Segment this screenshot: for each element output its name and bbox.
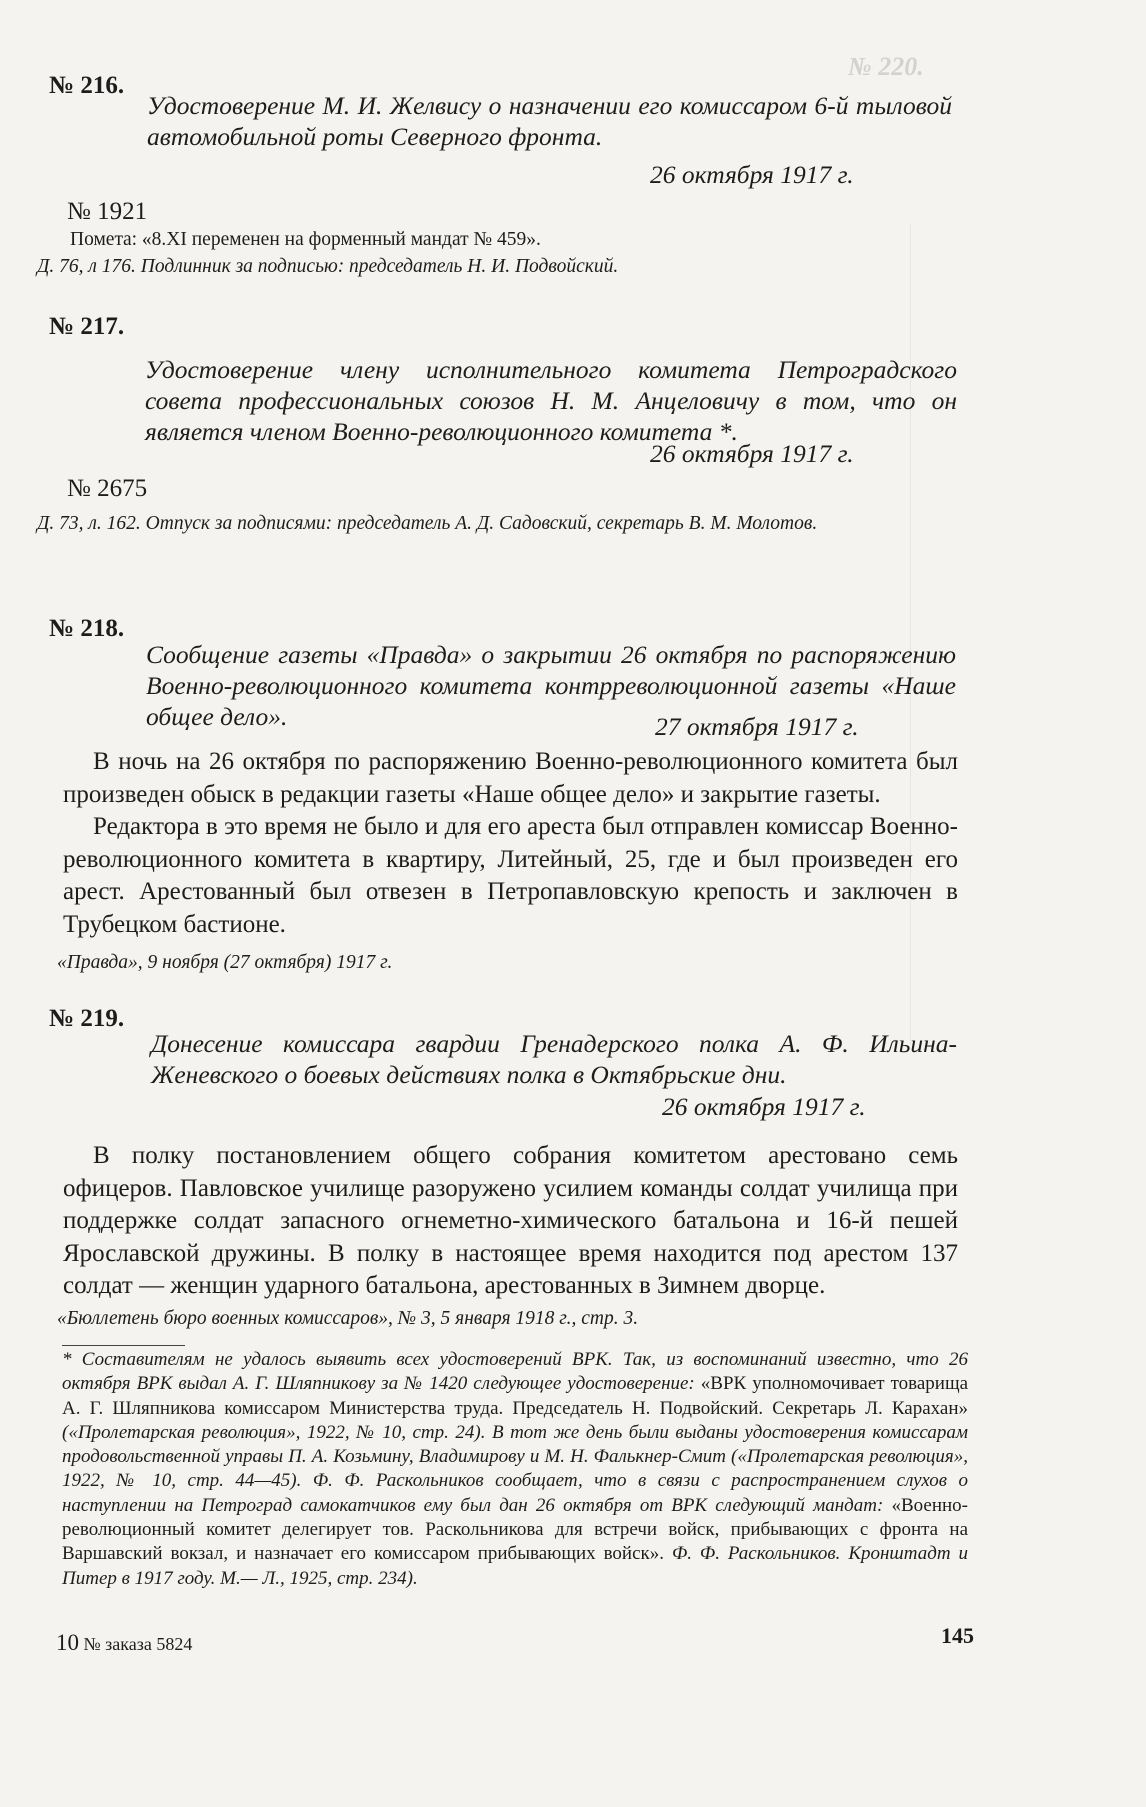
footnote-text: Ф. Ф. Раскольников. Кронштадт и Питер в 1917 году. М.— Л., 1925, стр. 234). xyxy=(62,1543,968,1589)
doc-paragraph: В ночь на 26 октября по распоряжению Военно-революционного комитета был произведен обыск в редакции газеты «Наше общее дело» и закрытие газеты. xyxy=(63,748,958,808)
footnote xyxy=(62,1348,968,1591)
doc-date-218: 27 октября 1917 г. xyxy=(655,712,859,741)
doc-source-216: Д. 76, л 176. Подлинник за подписью: председатель Н. И. Подвойский. xyxy=(37,256,619,277)
doc-title-218: Сообщение газеты «Правда» о закрытии 26 октября по распоряжению Военно-революционного комитета контрреволюционной газеты «Наше общее дело». xyxy=(146,640,956,731)
print-signature xyxy=(56,1630,192,1656)
doc-date-217: 26 октября 1917 г. xyxy=(650,439,854,468)
doc-paragraph: Редактора в это время не было и для его ареста был отправлен комиссар Военно-революционного комитета в квартиру, Литейный, 25, где и был произведен его арест. Арестованный был отвезен в Петропавловскую крепость и заключен в Трубецком бастионе. xyxy=(63,813,958,938)
doc-title-216: Удостоверение М. И. Желвису о назначении его комиссаром 6-й тыловой автомобильной роты Северного фронта. xyxy=(147,91,952,151)
doc-paragraph: В полку постановлением общего собрания комитетом арестовано семь офицеров. Павловское училище разоружено усилием команды солдат училища при поддержке солдат запасного огнеметно-химического батальона и 16-й пешей Ярославской дружины. В полку в настоящее время находится под арестом 137 солдат — женщин ударного батальона, арестованных в Зимнем дворце. xyxy=(63,1142,958,1299)
doc-number-216: № 216. xyxy=(49,72,125,99)
doc-number-219: № 219. xyxy=(49,1005,125,1032)
doc-source-219: «Бюллетень бюро военных комиссаров», № 3, 5 января 1918 г., стр. 3. xyxy=(57,1308,639,1329)
footnote-text: («Пролетарская революция», 1922, № 10, стр. 24). В тот же день были выданы удостоверения комиссарам продовольственной управы П. А. Козьмину, Владимирову и М. Н. Фалькнер-Смит («Пролетарская революция», 1922, № 10, стр. 44—45). Ф. Ф. Раскольников сообщает, что в связи с распространением слухов о наступлении на Петроград самокатчиков ему был дан 26 октября от ВРК следующий мандат: xyxy=(62,1421,968,1516)
bleed-through-text: № 220. xyxy=(848,52,924,81)
order-number: № заказа 5824 xyxy=(83,1634,193,1654)
doc-title-219: Донесение комиссара гвардии Гренадерского полка А. Ф. Ильина-Женевского о боевых действиях полка в Октябрьские дни. xyxy=(151,1029,957,1089)
footnote-divider xyxy=(62,1345,185,1346)
sheet-number: 10 xyxy=(56,1630,79,1655)
doc-title-217: Удостоверение члену исполнительного комитета Петроградского совета профессиональных союзов Н. М. Анцеловичу в том, что он является членом Военно-революционного комитета *. xyxy=(145,355,957,446)
doc-body-218 xyxy=(63,746,958,941)
doc-source-217: Д. 73, л. 162. Отпуск за подписями: председатель А. Д. Садовский, секретарь В. М. Молотов. xyxy=(37,513,818,534)
doc-date-219: 26 октября 1917 г. xyxy=(662,1092,866,1121)
doc-source-218: «Правда», 9 ноября (27 октября) 1917 г. xyxy=(57,952,393,973)
footnote-text: * Составителям не удалось выявить всех удостоверений ВРК. Так, из воспоминаний известно, что 26 октября ВРК выдал А. Г. Шляпникову за № 1420 следующее удостоверение: xyxy=(62,1349,968,1395)
doc-date-216: 26 октября 1917 г. xyxy=(650,160,854,189)
doc-mark-216: Пометa: «8.XI переменен на форменный мандат № 459». xyxy=(70,229,541,250)
doc-body-219 xyxy=(63,1140,958,1303)
doc-register-216: № 1921 xyxy=(67,198,148,225)
footnote-quote: «Военно-революционный комитет делегирует тов. Раскольникова для встречи войск, прибывающих с фронта на Варшавский вокзал, и назначает его комиссаром прибывающих войск». xyxy=(62,1494,968,1565)
footnote-quote: «ВРК уполномочивает товарища А. Г. Шляпникова комиссаром Министерства труда. Председатель Н. Подвойский. Секретарь Л. Карахан» xyxy=(62,1373,969,1419)
doc-number-218: № 218. xyxy=(49,615,125,642)
page-number: 145 xyxy=(941,1623,974,1648)
doc-register-217: № 2675 xyxy=(67,475,148,502)
doc-number-217: № 217. xyxy=(49,313,125,340)
